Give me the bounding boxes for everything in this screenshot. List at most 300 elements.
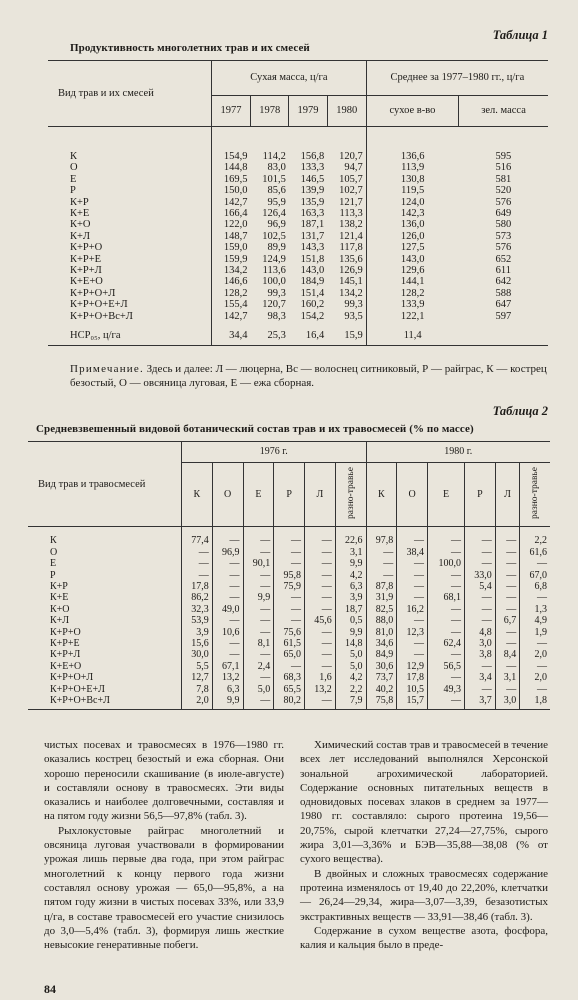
- cell: 100,0: [262, 276, 286, 288]
- cell: —: [243, 581, 274, 592]
- row-label: Р: [70, 185, 76, 197]
- cell: 114,2: [262, 151, 286, 162]
- cell: 573: [495, 230, 512, 242]
- cell: 12,3: [397, 627, 428, 638]
- t2-col-label: Е: [442, 489, 450, 500]
- note-lead: Примечание.: [70, 363, 144, 375]
- row-label: К+Р+О+Е+Л: [50, 683, 105, 695]
- cell: 6,3: [212, 684, 243, 695]
- row-label: О: [50, 546, 58, 558]
- cell: 22,6: [335, 527, 366, 547]
- cell: —: [428, 627, 465, 638]
- cell: 156,8: [300, 151, 325, 162]
- table1-header-dry: Сухая масса, ц/га: [212, 61, 367, 96]
- cell: 143,0: [300, 265, 325, 277]
- t2-col-header: [243, 463, 274, 527]
- cell: 75,9: [274, 581, 305, 592]
- cell: —: [274, 592, 305, 603]
- cell: 3,1: [495, 672, 519, 683]
- cell: 128,2: [366, 288, 458, 299]
- cell: 611: [495, 265, 511, 277]
- cell: —: [495, 684, 519, 695]
- cell: 131,7: [300, 230, 325, 242]
- cell: —: [212, 592, 243, 603]
- cell: —: [495, 581, 519, 592]
- t2-col-header: [335, 463, 366, 527]
- cell: 1,3: [520, 604, 550, 615]
- cell: —: [397, 527, 428, 547]
- cell: 129,6: [366, 265, 458, 276]
- cell: 155,4: [212, 299, 251, 310]
- row-label: К+Р+О+Л: [50, 672, 94, 684]
- row-label: Е: [50, 558, 57, 570]
- cell: 38,4: [397, 547, 428, 558]
- table-row: [28, 695, 550, 709]
- cell: 134,2: [339, 287, 363, 299]
- cell: 98,3: [267, 310, 286, 322]
- cell: 142,7: [212, 197, 251, 208]
- cell: —: [495, 527, 519, 547]
- paragraph: Содержание в сухом веществе азота, фосфора, калия и кальция было в преде-: [300, 924, 548, 952]
- cell: 61,6: [520, 547, 550, 558]
- cell: —: [428, 527, 465, 547]
- cell: 80,2: [274, 695, 305, 709]
- cell: 148,7: [212, 231, 251, 242]
- t2-col-header: [520, 463, 550, 527]
- cell: 15,7: [397, 695, 428, 709]
- row-label: К+О: [50, 603, 70, 615]
- table-row: [28, 615, 550, 626]
- text-column-left: [44, 738, 284, 952]
- cell: 105,7: [339, 173, 363, 185]
- cell: 163,3: [300, 208, 325, 220]
- cell: 3,4: [465, 672, 496, 683]
- cell: 9,9: [335, 627, 366, 638]
- cell: 126,4: [262, 208, 286, 220]
- cell: 12,7: [182, 672, 213, 683]
- cell: —: [465, 558, 496, 569]
- table-row: [48, 127, 548, 163]
- cell: 3,7: [465, 695, 496, 709]
- cell: —: [428, 615, 465, 626]
- cell: —: [212, 558, 243, 569]
- row-label: К+Р: [70, 196, 89, 208]
- cell: 595: [495, 151, 512, 162]
- cell: 159,9: [212, 254, 251, 265]
- cell: —: [397, 581, 428, 592]
- cell: 136,0: [366, 219, 458, 230]
- cell: 3,9: [335, 592, 366, 603]
- cell: 99,3: [267, 287, 286, 299]
- row-label: Р: [50, 569, 56, 581]
- cell: 62,4: [428, 638, 465, 649]
- t2-col-label: Л: [316, 489, 324, 500]
- cell: 93,5: [344, 310, 363, 322]
- cell: 128,2: [212, 288, 251, 299]
- cell: 15,9: [327, 322, 366, 345]
- cell: 96,9: [212, 547, 243, 558]
- cell: —: [465, 592, 496, 603]
- table-row: [28, 592, 550, 603]
- row-label: К+Р+Е: [50, 638, 80, 650]
- cell: 120,7: [339, 151, 363, 162]
- cell: 17,8: [397, 672, 428, 683]
- cell: —: [397, 649, 428, 660]
- cell: 88,0: [366, 615, 397, 626]
- cell: 2,2: [520, 527, 550, 547]
- cell: 159,0: [212, 242, 251, 253]
- cell: 130,8: [366, 174, 458, 185]
- cell: —: [305, 638, 336, 649]
- cell: 124,0: [366, 197, 458, 208]
- cell: —: [397, 638, 428, 649]
- t2-col-header: [212, 463, 243, 527]
- cell: 65,0: [274, 649, 305, 660]
- cell: —: [397, 570, 428, 581]
- cell: —: [465, 615, 496, 626]
- cell: —: [212, 649, 243, 660]
- table-row: [28, 649, 550, 660]
- table-row: [48, 254, 548, 265]
- cell: 581: [495, 173, 512, 185]
- cell: 99,3: [344, 299, 363, 311]
- cell: 139,9: [300, 185, 325, 197]
- cell: 87,8: [366, 581, 397, 592]
- cell: 120,7: [262, 299, 286, 311]
- cell: 13,2: [212, 672, 243, 683]
- cell: 3,8: [465, 649, 496, 660]
- cell: 580: [495, 219, 512, 231]
- cell: 122,0: [212, 219, 251, 230]
- row-label: К+Е+О: [50, 660, 82, 672]
- table-row: [28, 570, 550, 581]
- cell: —: [305, 661, 336, 672]
- table-row: [48, 174, 548, 185]
- table1-body: [48, 127, 548, 346]
- cell: —: [428, 570, 465, 581]
- cell: 100,0: [428, 558, 465, 569]
- t2-col-label: О: [224, 489, 232, 500]
- paragraph: В двойных и сложных травосмесях содержание протеина изменялось от 19,40 до 22,20%, клетчатки — 26,24—29,34, жира—3,07—3,39, безазотистых экстрактивных веществ — 33,91—38,46 (табл. 3).: [300, 867, 548, 923]
- table-row: [28, 672, 550, 683]
- cell: 154,9: [212, 127, 251, 163]
- table2-label: Таблица 2: [492, 404, 548, 418]
- cell: 134,2: [212, 265, 251, 276]
- cell: 126,9: [339, 265, 363, 277]
- cell: 6,8: [520, 581, 550, 592]
- cell: 649: [495, 208, 512, 220]
- cell: 187,1: [300, 219, 325, 231]
- table-row: [48, 231, 548, 242]
- cell: —: [495, 592, 519, 603]
- cell: —: [243, 547, 274, 558]
- cell: 124,9: [262, 253, 286, 265]
- cell: 113,3: [339, 208, 363, 220]
- page-number: 84: [44, 982, 56, 996]
- cell: —: [465, 547, 496, 558]
- cell: 597: [495, 310, 512, 322]
- cell: —: [520, 558, 550, 569]
- cell: —: [366, 570, 397, 581]
- table-row: [48, 276, 548, 287]
- cell: 7,9: [335, 695, 366, 709]
- cell: —: [495, 570, 519, 581]
- cell: 166,4: [212, 208, 251, 219]
- cell: 75,8: [366, 695, 397, 709]
- row-label: К+Р+О+Вс+Л: [70, 310, 133, 322]
- cell: 75,6: [274, 627, 305, 638]
- cell: —: [428, 547, 465, 558]
- cell: 16,2: [397, 604, 428, 615]
- cell: 90,1: [243, 558, 274, 569]
- cell: 6,7: [495, 615, 519, 626]
- cell: —: [495, 638, 519, 649]
- cell: —: [243, 627, 274, 638]
- cell: 49,3: [428, 684, 465, 695]
- row-label: К+Р+Е: [70, 253, 102, 265]
- table1-label: Таблица 1: [492, 28, 548, 42]
- table-row: [28, 684, 550, 695]
- table-row: [48, 197, 548, 208]
- table-row: [28, 547, 550, 558]
- cell: 33,0: [465, 570, 496, 581]
- cell: —: [465, 661, 496, 672]
- cell: 2,0: [182, 695, 213, 709]
- cell: 95,9: [267, 196, 286, 208]
- table-row: [48, 311, 548, 322]
- cell: 7,8: [182, 684, 213, 695]
- cell: 9,9: [335, 558, 366, 569]
- cell: 77,4: [182, 527, 213, 547]
- cell: —: [212, 570, 243, 581]
- cell: 576: [495, 242, 512, 254]
- cell: 34,6: [366, 638, 397, 649]
- cell: 9,9: [243, 592, 274, 603]
- cell: 68,3: [274, 672, 305, 683]
- cell: 89,9: [267, 242, 286, 254]
- cell: —: [520, 638, 550, 649]
- cell: 11,4: [366, 322, 458, 345]
- table-row: [48, 219, 548, 230]
- t2-col-label: Л: [504, 489, 511, 500]
- t2-col-label: Р: [477, 489, 483, 500]
- table-row: [48, 299, 548, 310]
- row-label: К+Е: [50, 592, 69, 604]
- t2-col-header: [428, 463, 465, 527]
- t2-col-label: Р: [286, 489, 292, 500]
- cell: 113,9: [366, 162, 458, 173]
- cell: 10,5: [397, 684, 428, 695]
- cell: 30,0: [182, 649, 213, 660]
- row-label: К+Р+О+Е+Л: [70, 299, 128, 311]
- cell: 31,9: [366, 592, 397, 603]
- cell: —: [182, 558, 213, 569]
- cell: —: [274, 527, 305, 547]
- cell: 144,8: [212, 162, 251, 173]
- cell: —: [520, 684, 550, 695]
- t2-col-label: О: [408, 489, 416, 500]
- cell: 14,8: [335, 638, 366, 649]
- table2-header-name: Вид трав и травосмесей: [28, 442, 182, 527]
- cell: 83,0: [267, 162, 286, 174]
- cell: 113,6: [262, 265, 286, 277]
- cell: 3,0: [495, 695, 519, 709]
- cell: 1,8: [520, 695, 550, 709]
- row-label: К+Л: [70, 230, 91, 242]
- cell: 32,3: [182, 604, 213, 615]
- cell: —: [397, 615, 428, 626]
- cell: 45,6: [305, 615, 336, 626]
- cell: —: [305, 695, 336, 709]
- cell: 10,6: [212, 627, 243, 638]
- cell: —: [495, 661, 519, 672]
- cell: 0,5: [335, 615, 366, 626]
- cell: 73,7: [366, 672, 397, 683]
- cell: 5,4: [465, 581, 496, 592]
- cell: 520: [495, 185, 512, 197]
- table2-caption: Средневзвешенный видовой ботанический состав трав и их травосмесей (% по массе): [36, 423, 474, 435]
- paragraph: Рыхлокустовые райграс многолетний и овсяница луговая участвовали в формировании урожая лишь первые два года, при этом райграс многолетний к концу первого года жизни составлял основу урожая — 65,0—95,8%, а на пятом году жизни в чистых посевах 33%, или 33,9 ц/га, в составе травосмесей его участие снизилось до 3,0—5,4% (табл. 3), формируя лишь жесткие невысокие генеративные побеги.: [44, 824, 284, 952]
- cell: —: [520, 592, 550, 603]
- cell: 9,9: [212, 695, 243, 709]
- cell: 61,5: [274, 638, 305, 649]
- cell: —: [274, 661, 305, 672]
- row-label: К+Р+Л: [70, 265, 102, 277]
- cell: —: [465, 527, 496, 547]
- cell: —: [366, 547, 397, 558]
- cell: —: [212, 638, 243, 649]
- cell: 8,4: [495, 649, 519, 660]
- cell: 18,7: [335, 604, 366, 615]
- cell: —: [305, 570, 336, 581]
- cell: —: [274, 558, 305, 569]
- cell: —: [243, 672, 274, 683]
- cell: 16,4: [289, 322, 327, 345]
- cell: 96,9: [267, 219, 286, 231]
- cell: —: [212, 615, 243, 626]
- table-row: [48, 162, 548, 173]
- cell: 56,5: [428, 661, 465, 672]
- cell: —: [274, 615, 305, 626]
- cell: —: [243, 570, 274, 581]
- cell: 8,1: [243, 638, 274, 649]
- t2-col-header: [305, 463, 336, 527]
- cell: —: [243, 649, 274, 660]
- cell: 97,8: [366, 527, 397, 547]
- table1: [48, 60, 548, 346]
- cell: 3,0: [465, 638, 496, 649]
- cell: 65,5: [274, 684, 305, 695]
- row-label: К+Л: [50, 615, 70, 627]
- cell: 6,3: [335, 581, 366, 592]
- cell: 40,2: [366, 684, 397, 695]
- t2-col-label: К: [378, 489, 385, 500]
- t2-col-header: [182, 463, 213, 527]
- cell: —: [274, 604, 305, 615]
- cell: 142,3: [366, 208, 458, 219]
- cell: 3,1: [335, 547, 366, 558]
- table2: [28, 441, 550, 710]
- table-row: [28, 627, 550, 638]
- cell: 647: [495, 299, 512, 311]
- row-label: К: [50, 535, 57, 547]
- t2-col-label: К: [193, 489, 201, 500]
- table-row: [28, 604, 550, 615]
- cell: 34,4: [212, 322, 251, 345]
- t2-col-label: разно-травье: [530, 467, 541, 519]
- t1-avg-col: зел. масса: [459, 96, 548, 127]
- t2-col-header: [366, 463, 397, 527]
- table-row: [28, 638, 550, 649]
- cell: —: [243, 695, 274, 709]
- cell: —: [305, 649, 336, 660]
- t2-col-header: [397, 463, 428, 527]
- cell: 126,0: [366, 231, 458, 242]
- cell: —: [305, 592, 336, 603]
- cell: —: [305, 604, 336, 615]
- cell: —: [274, 547, 305, 558]
- table2-body: [28, 527, 550, 709]
- cell: 169,5: [212, 174, 251, 185]
- row-label: К+Р+О: [50, 626, 81, 638]
- cell: 4,2: [335, 672, 366, 683]
- cell: 127,5: [366, 242, 458, 253]
- cell: 135,9: [300, 196, 325, 208]
- t2-col-header: [495, 463, 519, 527]
- cell: —: [520, 661, 550, 672]
- cell: 4,2: [335, 570, 366, 581]
- table-row: [48, 185, 548, 196]
- table-row: [28, 581, 550, 592]
- cell: 5,0: [243, 684, 274, 695]
- table-row: [48, 208, 548, 219]
- table2-year1: 1976 г.: [182, 442, 367, 463]
- cell: —: [305, 627, 336, 638]
- cell: 576: [495, 196, 512, 208]
- cell: 68,1: [428, 592, 465, 603]
- cell: 102,7: [339, 185, 363, 197]
- cell: 121,4: [339, 230, 363, 242]
- cell: 121,7: [339, 196, 363, 208]
- cell: 13,2: [305, 684, 336, 695]
- cell: 49,0: [212, 604, 243, 615]
- cell: 94,7: [344, 162, 363, 174]
- cell: 146,6: [212, 276, 251, 287]
- cell: 5,0: [335, 661, 366, 672]
- cell: —: [495, 627, 519, 638]
- table-row: [28, 661, 550, 672]
- t1-avg-col: сухое в-во: [366, 96, 458, 127]
- cell: 154,2: [300, 310, 325, 322]
- cell: 135,6: [339, 253, 363, 265]
- row-label: К+Р+О+Л: [70, 287, 116, 299]
- cell: —: [305, 558, 336, 569]
- cell: 82,5: [366, 604, 397, 615]
- cell: 151,4: [300, 287, 325, 299]
- cell: 81,0: [366, 627, 397, 638]
- cell: 85,6: [267, 185, 286, 197]
- row-label: К+Е+О: [70, 276, 103, 288]
- cell: 4,8: [465, 627, 496, 638]
- cell: [459, 322, 548, 345]
- paragraph: Химический состав трав и травосмесей в течение всех лет исследований выполнялся Херсонской зональной агрохимической лабораторией. Содержание основных питательных веществ в одновидовых посевах злаков в среднем за 1977—1980 гг. составляло: сырого протеина 19,56—20,75%, сырой клетчатки 27,24—27,75%, сырого жира 3,01—3,36% и БЭВ—35,88—38,08 (% от сухого вещества).: [300, 739, 548, 866]
- cell: —: [495, 604, 519, 615]
- cell: —: [212, 581, 243, 592]
- t2-col-header: [465, 463, 496, 527]
- row-label: К+Р+Л: [50, 649, 81, 661]
- cell: 150,0: [212, 185, 251, 196]
- cell: 84,9: [366, 649, 397, 660]
